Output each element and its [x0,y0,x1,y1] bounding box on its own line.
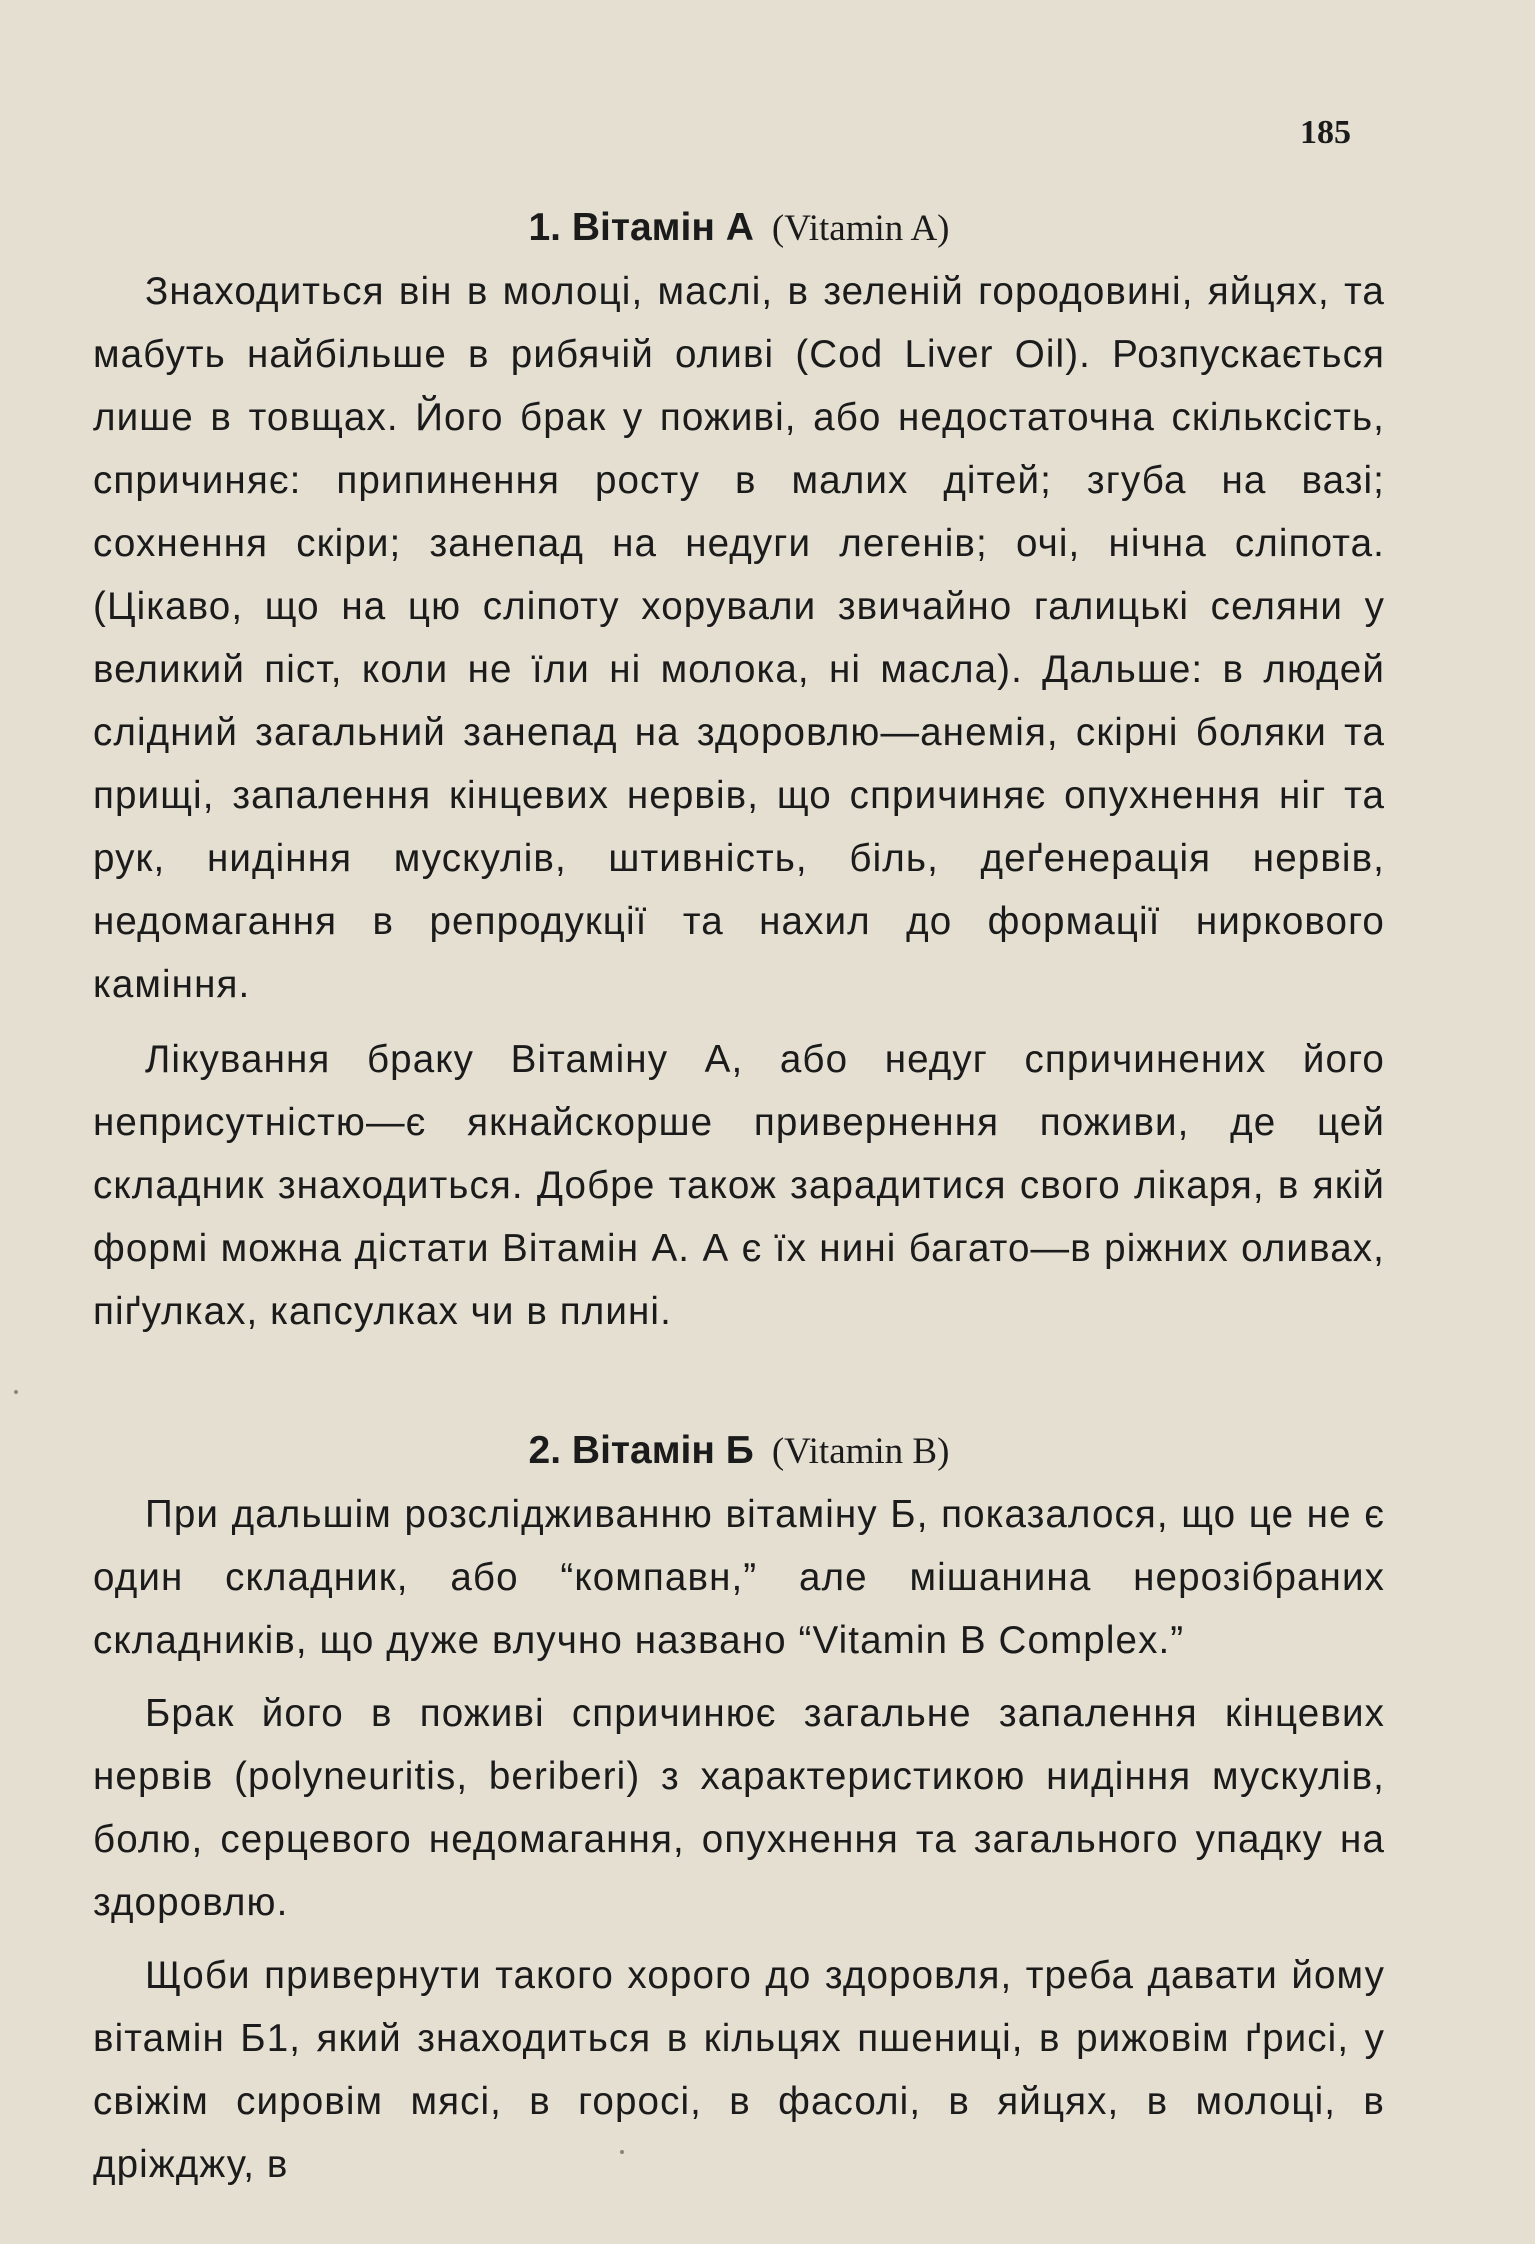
page-number: 185 [1300,114,1351,151]
paragraph-vitamin-b-deficiency: Брак його в поживі спричинює загальне запалення кінцевих нервів (polyneuritis, beriberi) з характеристикою нидіння мускулів, болю, серцевого недомагання, опухнення та загального упадку на здоровлю. [93,1692,1385,1924]
paper-speck [14,1390,18,1394]
section-title-vitamin-b [93,1420,1385,1483]
paragraph-vitamin-a-sources: Знаходиться він в молоці, маслі, в зеленій городовині, яйцях, та мабуть найбільше в рибячій оливі (Cod Liver Oil). Розпускається лише в товщах. Його брак у поживі, або недостаточна скільксість, спричиняє: припинення росту в малих дітей; згуба на вазі; сохнення скіри; занепад на недуги легенів; очі, нічна сліпота. (Цікаво, що на цю сліпоту хорували звичайно галицькі селяни у великий піст, коли не їли ні молока, ні масла). Дальше: в людей слідний загальний занепад на здоровлю—анемія, скірні боляки та прищі, запалення кінцевих нервів, що спричиняє опухнення ніг та рук, нидіння мускулів, штивність, біль, деґенерація нервів, недомагання в репродукції та нахил до формації ниркового каміння. [93,270,1385,1006]
section-title-latin: (Vitamin A) [771,208,950,249]
paragraph-vitamin-b-treatment: Щоби привернути такого хорого до здоровля, треба давати йому вітамін Б1, який знаходиться в кільцях пшениці, в рижовім ґрисі, у свіжім сировім мясі, в горосі, в фасолі, в яйцях, в молоці, в дріжджу, в [93,1954,1385,2186]
paper-speck [620,2150,624,2154]
section-title-latin: (Vitamin B) [771,1431,950,1472]
section-title-main: 2. Вітамін Б [528,1429,754,1472]
section-title-main: 1. Вітамін А [528,206,754,249]
paragraph-vitamin-b-complex: При дальшім розслідживанню вітаміну Б, показалося, що це не є один складник, або “компавн,” але мішанина нерозібраних складників, що дуже влучно названо “Vitamin B Complex.” [93,1493,1385,1662]
paragraph-vitamin-a-treatment: Лікування браку Вітаміну А, або недуг спричинених його неприсутністю—є якнайскорше привернення поживи, де цей складник знаходиться. Добре також зарадитися свого лікаря, в якій формі можна дістати Вітамін А. А є їх нині багато—в ріжних оливах, піґулках, капсулках чи в плині. [93,1038,1385,1333]
section-title-vitamin-a [93,197,1385,260]
